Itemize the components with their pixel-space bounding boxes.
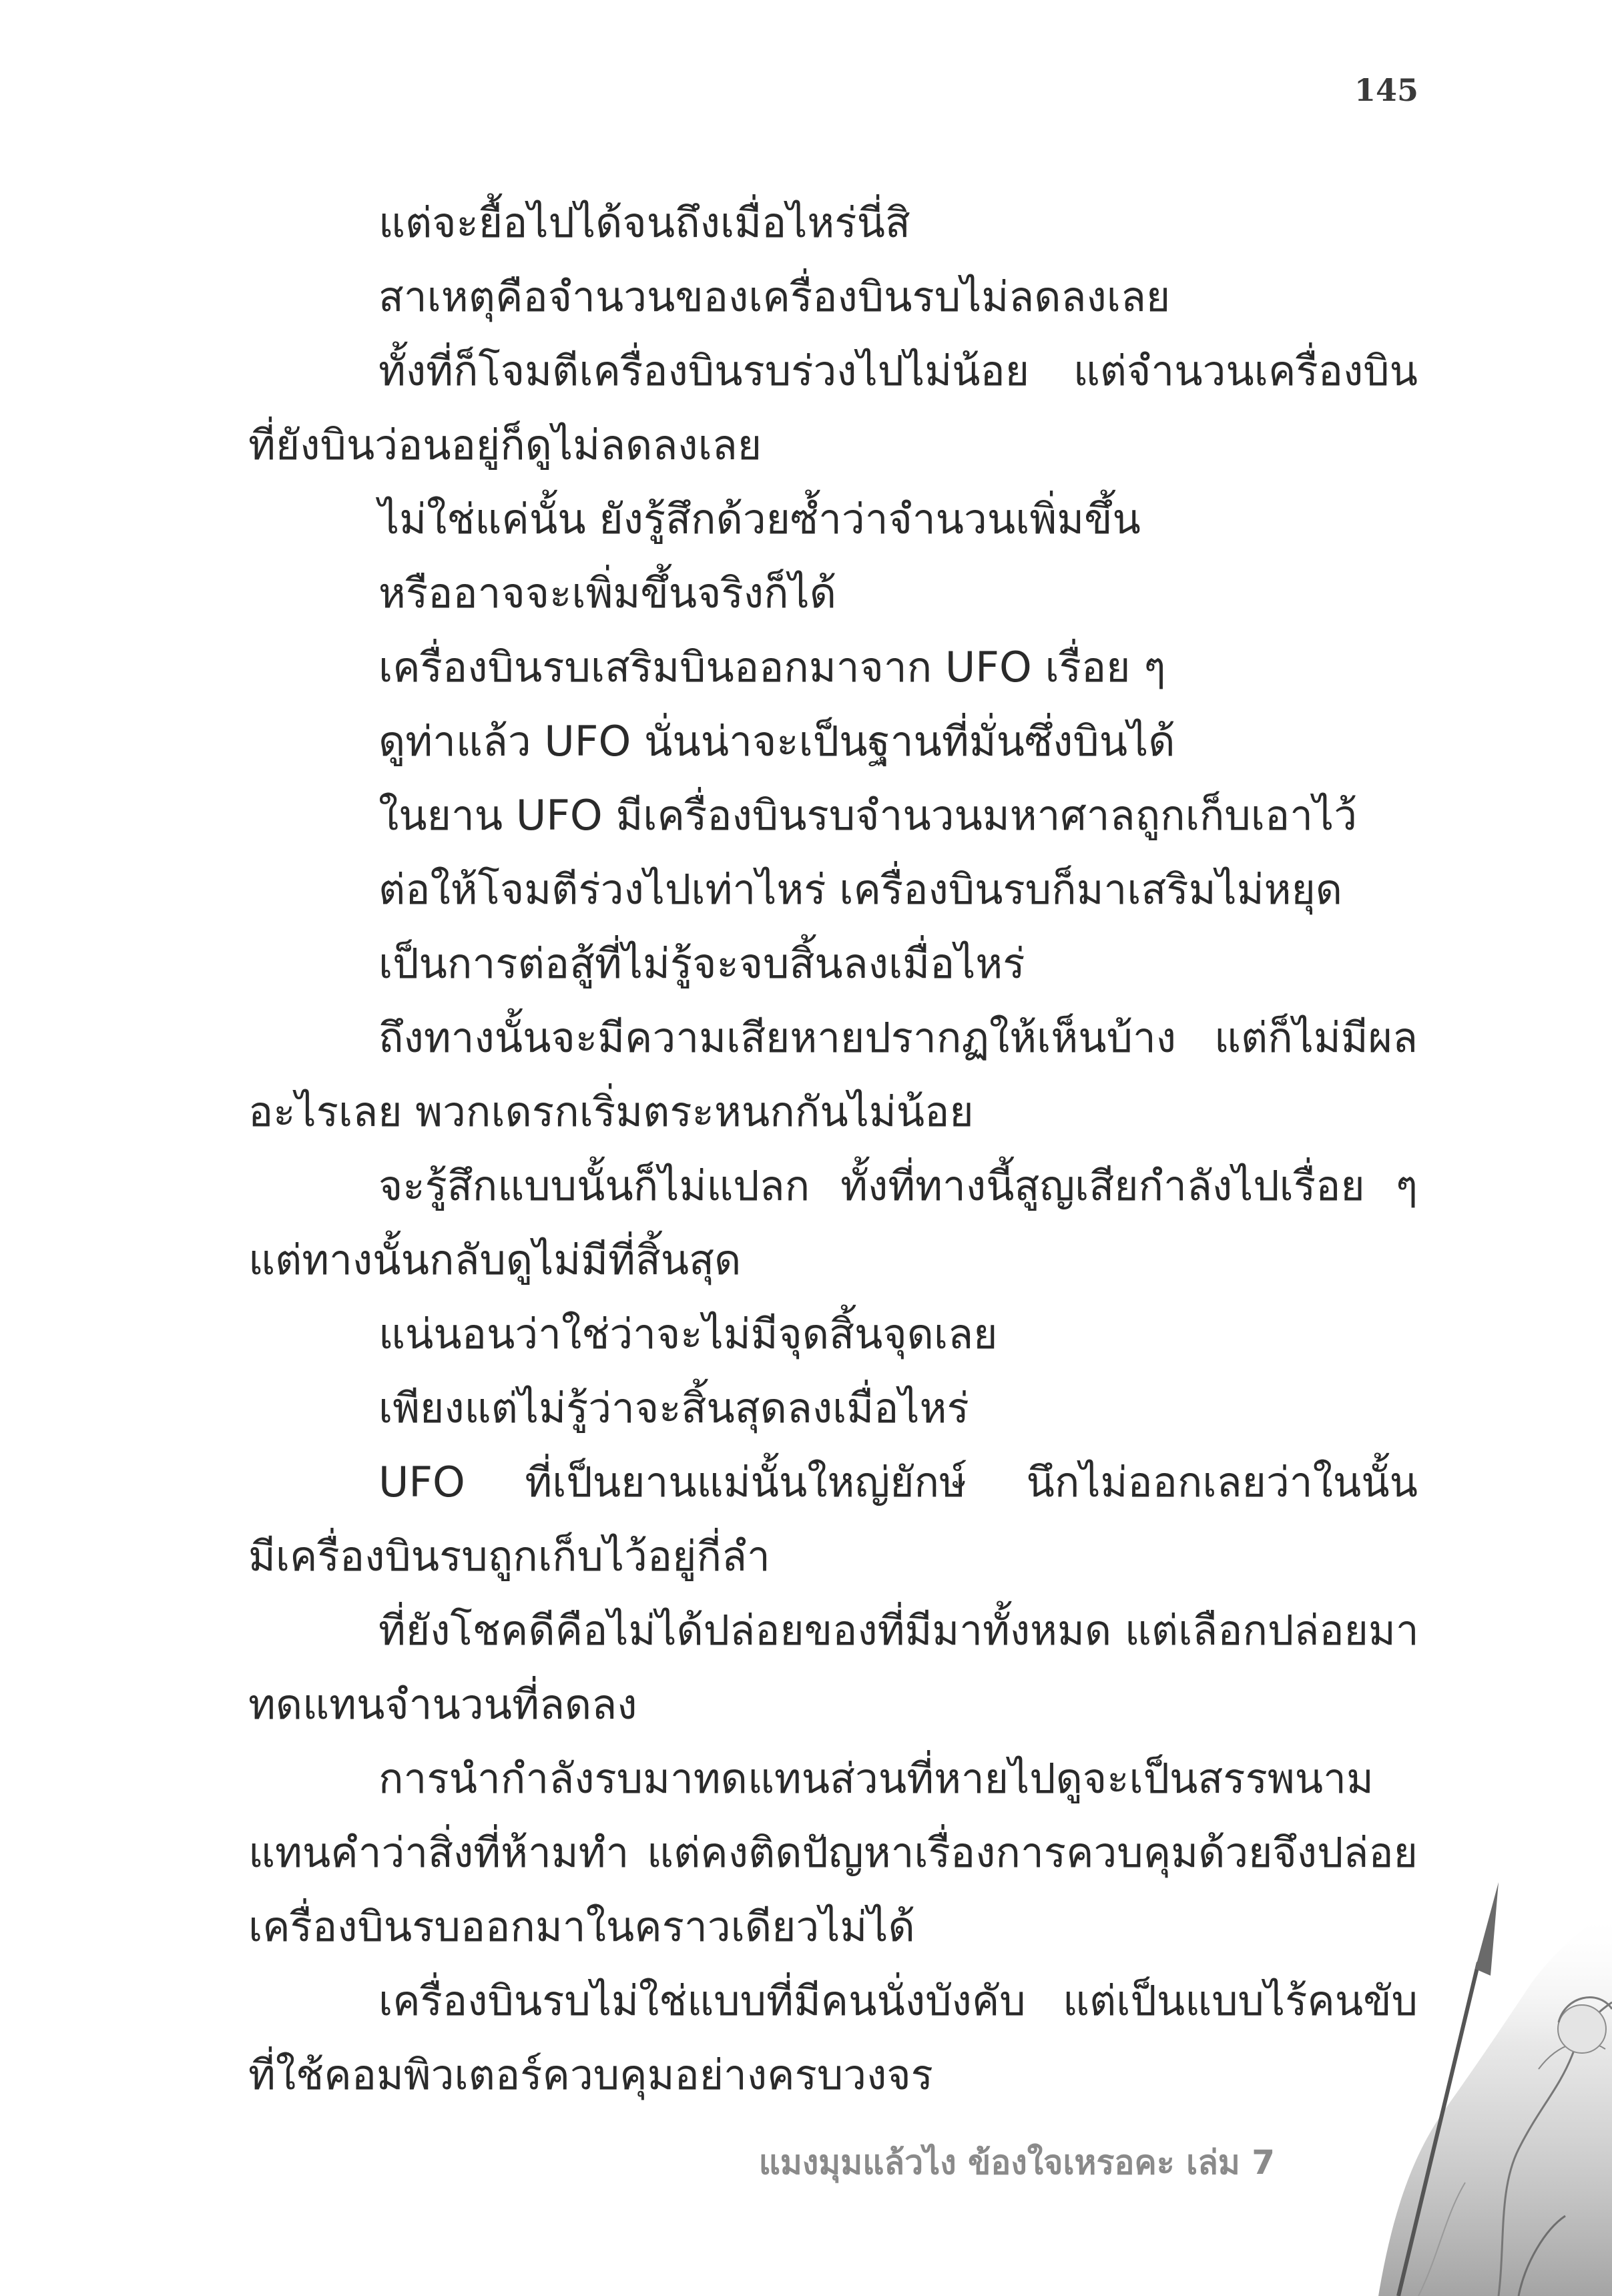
text-line: ทดแทนจำนวนที่ลดลง (248, 1680, 637, 1729)
text-line: แทนคำว่าสิ่งที่ห้ามทำ แต่คงติดปัญหาเรื่องการควบคุมด้วยจึงปล่อย (248, 1828, 1418, 1877)
text-line: เครื่องบินรบออกมาในคราวเดียวไม่ได้ (248, 1902, 915, 1951)
footer-book-title: แมงมุมแล้วไง ข้องใจเหรอคะ เล่ม 7 (758, 2143, 1275, 2182)
text-line: การนำกำลังรบมาทดแทนส่วนที่หายไปดูจะเป็นสรรพนาม (378, 1754, 1374, 1803)
character-illustration (1278, 1869, 1612, 2296)
text-line: ที่ยังบินว่อนอยู่ก็ดูไม่ลดลงเลย (248, 420, 762, 469)
text-line: แต่จะยื้อไปได้จนถึงเมื่อไหร่นี่สิ (378, 198, 910, 247)
page-number: 145 (1354, 72, 1418, 108)
text-line: UFO ที่เป็นยานแม่นั้นใหญ่ยักษ์ นึกไม่ออกเลยว่าในนั้น (378, 1458, 1418, 1506)
text-line: เครื่องบินรบเสริมบินออกมาจาก UFO เรื่อย ๆ (378, 643, 1166, 691)
text-line: เป็นการต่อสู้ที่ไม่รู้จะจบสิ้นลงเมื่อไหร่ (378, 939, 1025, 988)
text-line: หรืออาจจะเพิ่มขึ้นจริงก็ได้ (378, 569, 836, 617)
text-line: อะไรเลย พวกเดรกเริ่มตระหนกกันไม่น้อย (248, 1087, 974, 1136)
text-line: เพียงแต่ไม่รู้ว่าจะสิ้นสุดลงเมื่อไหร่ (378, 1384, 969, 1432)
text-line: แน่นอนว่าใช่ว่าจะไม่มีจุดสิ้นจุดเลย (378, 1310, 998, 1358)
text-line: ทั้งที่ก็โจมตีเครื่องบินรบร่วงไปไม่น้อย แต่จำนวนเครื่องบิน (378, 346, 1418, 395)
body-text (248, 186, 1418, 2112)
text-line: มีเครื่องบินรบถูกเก็บไว้อยู่กี่ลำ (248, 1532, 770, 1581)
text-line: สาเหตุคือจำนวนของเครื่องบินรบไม่ลดลงเลย (378, 272, 1171, 321)
text-line: เครื่องบินรบไม่ใช่แบบที่มีคนนั่งบังคับ แต่เป็นแบบไร้คนขับ (378, 1976, 1418, 2025)
text-line: ถึงทางนั้นจะมีความเสียหายปรากฏให้เห็นบ้าง แต่ก็ไม่มีผล (378, 1013, 1418, 1062)
text-line: ต่อให้โจมตีร่วงไปเท่าไหร่ เครื่องบินรบก็มาเสริมไม่หยุด (378, 865, 1343, 914)
text-line: แต่ทางนั้นกลับดูไม่มีที่สิ้นสุด (248, 1235, 742, 1284)
text-line: ที่ยังโชคดีคือไม่ได้ปล่อยของที่มีมาทั้งหมด แต่เลือกปล่อยมา (378, 1606, 1419, 1655)
text-line: จะรู้สึกแบบนั้นก็ไม่แปลก ทั้งที่ทางนี้สูญเสียกำลังไปเรื่อย ๆ (378, 1161, 1418, 1210)
text-line: ที่ใช้คอมพิวเตอร์ควบคุมอย่างครบวงจร (248, 2050, 933, 2099)
text-line: ในยาน UFO มีเครื่องบินรบจำนวนมหาศาลถูกเก็บเอาไว้ (378, 791, 1358, 840)
text-line: ดูท่าแล้ว UFO นั่นน่าจะเป็นฐานที่มั่นซึ่งบินได้ (378, 717, 1175, 766)
text-line: ไม่ใช่แค่นั้น ยังรู้สึกด้วยซ้ำว่าจำนวนเพิ่มขึ้น (378, 495, 1141, 543)
